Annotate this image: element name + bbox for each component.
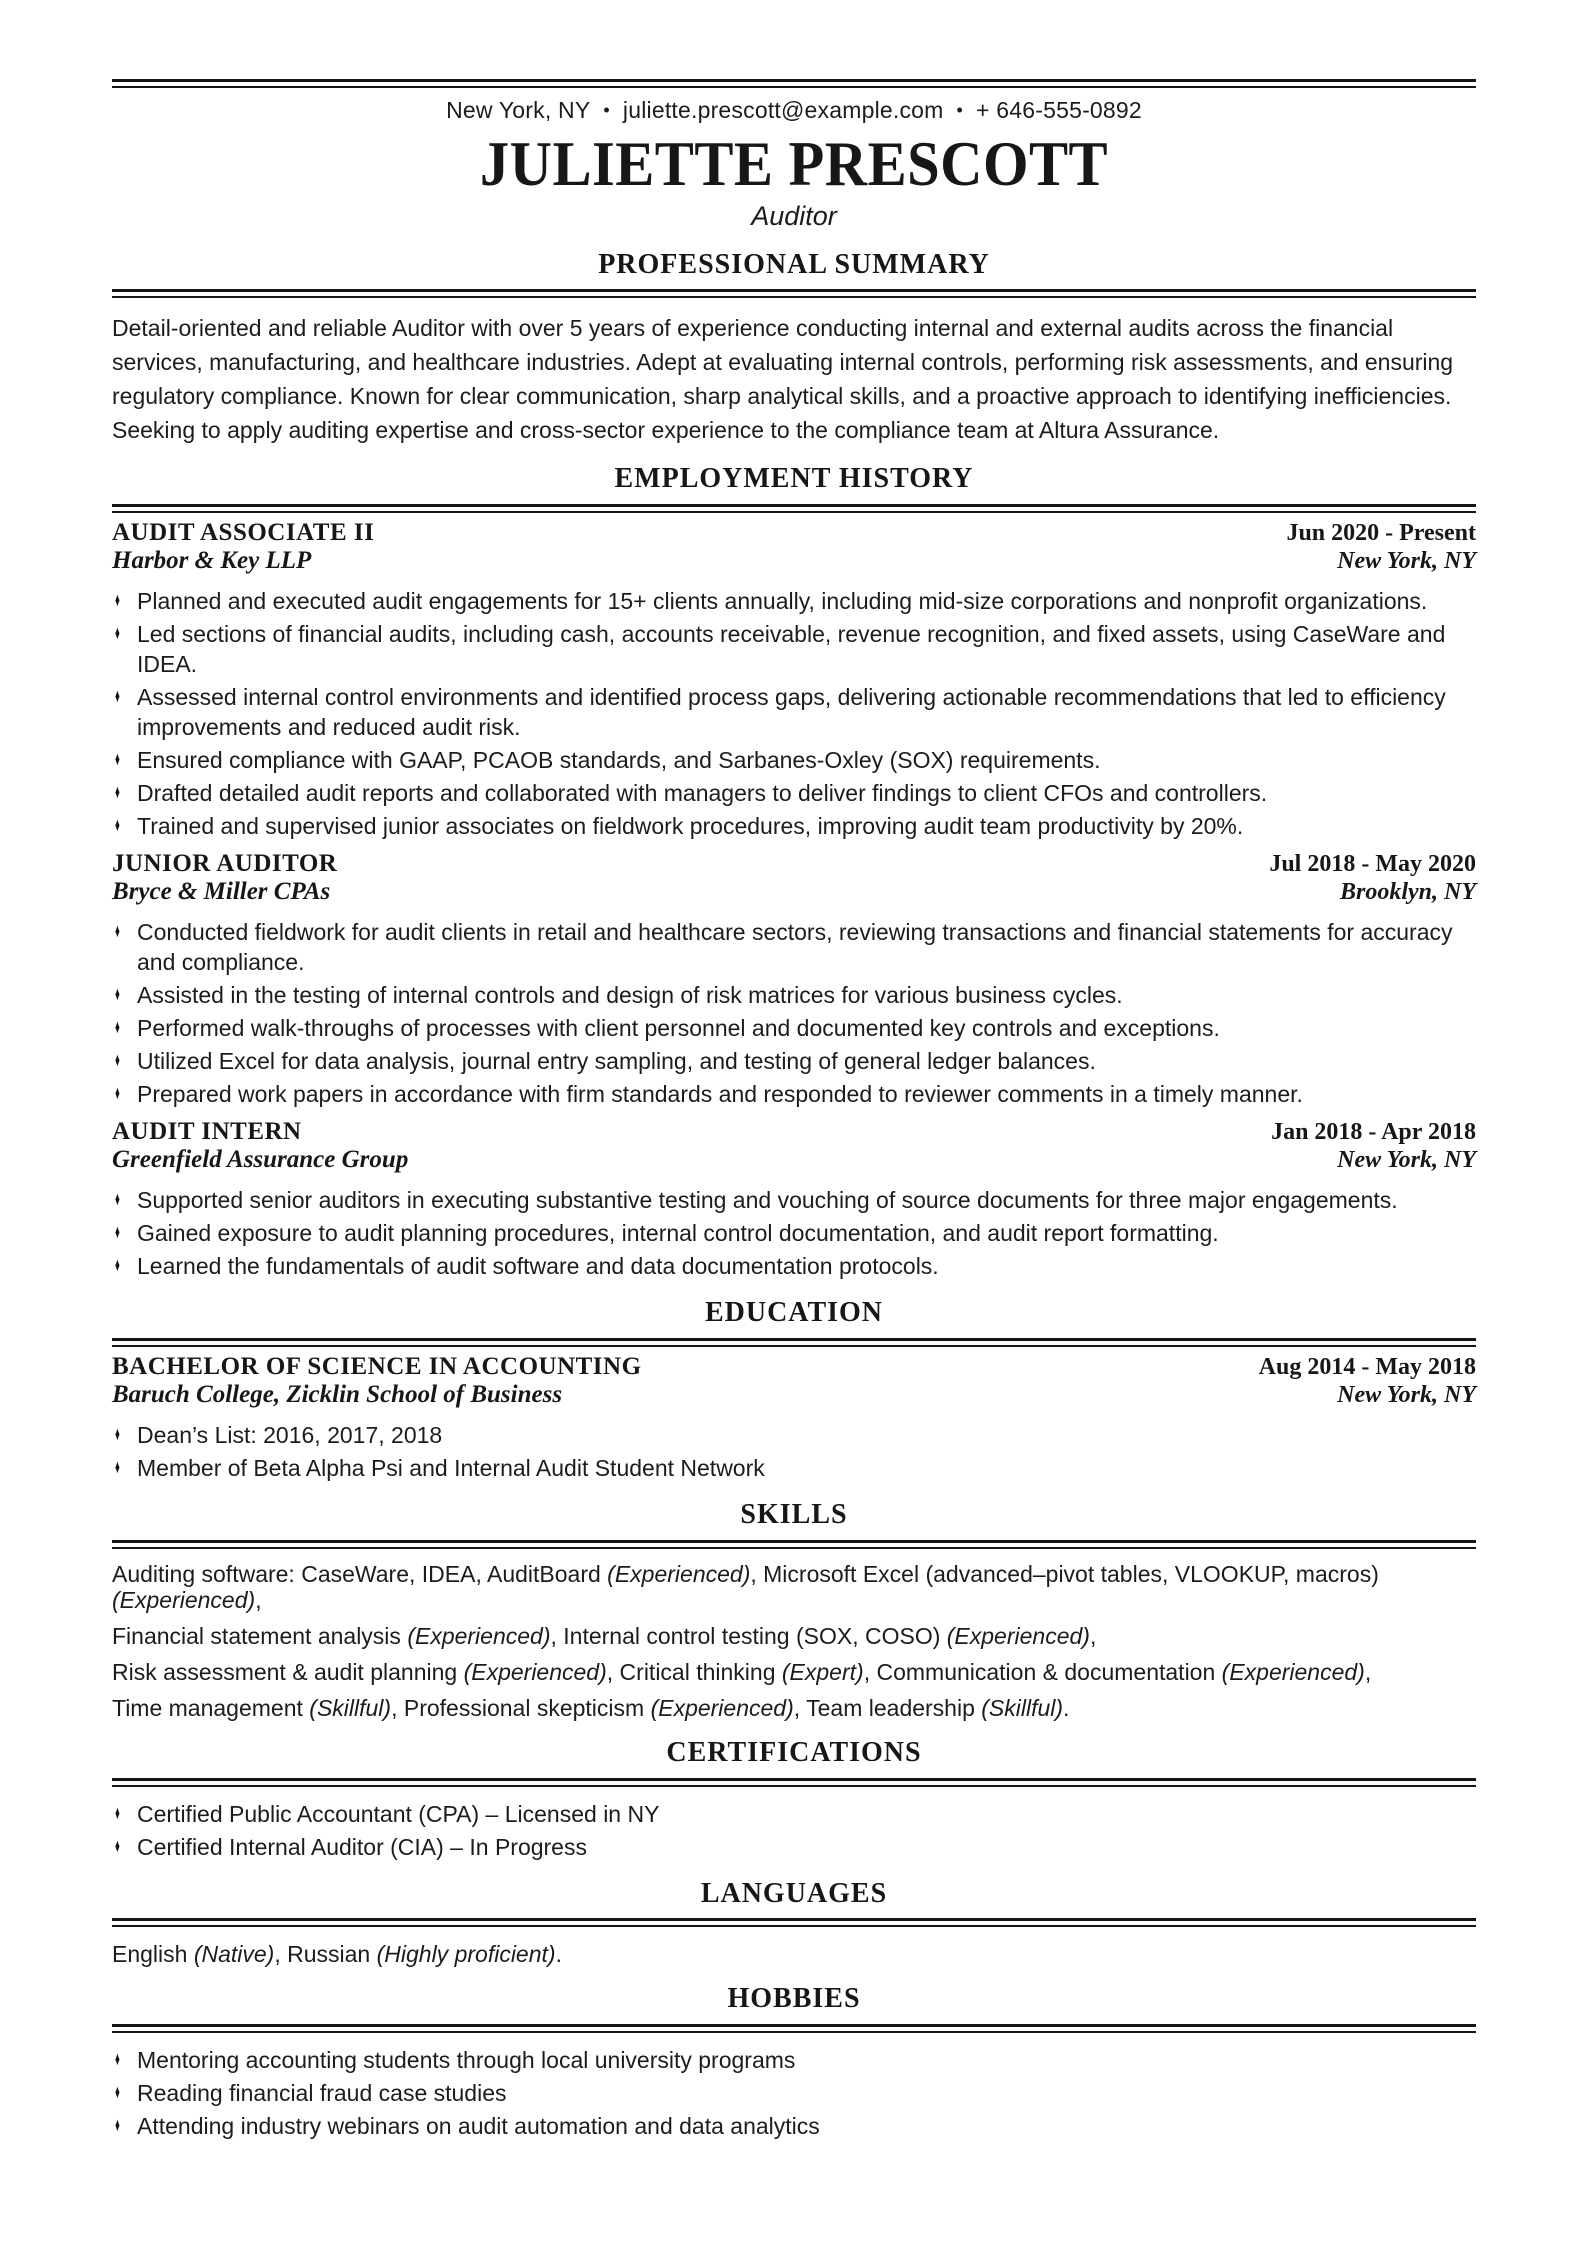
professional-title: Auditor [751, 201, 837, 232]
skill-text-segment: . [1063, 1694, 1070, 1721]
education-entry-header [112, 1354, 1476, 1408]
job-bullet-item [112, 917, 1476, 977]
skills-line [112, 1623, 1476, 1649]
skill-text-segment: , Internal control testing (SOX, COSO) [550, 1622, 947, 1649]
hobby-bullet-item [112, 2045, 1476, 2075]
job-bullet-text: Supported senior auditors in executing substantive testing and vouching of source documents for three major engagements. [137, 1187, 1398, 1214]
certification-bullet-text: Certified Internal Auditor (CIA) – In Progress [137, 1833, 587, 1860]
education-entries [112, 1354, 1476, 1483]
candidate-name: JULIETTE PRESCOTT [479, 129, 1109, 199]
diamond-bullet-icon: ♦ [115, 1423, 120, 1445]
education-entry [112, 1354, 1476, 1483]
section-heading-education: EDUCATION [704, 1297, 884, 1329]
job-bullet-text: Assessed internal control environments and identified process gaps, delivering actionable recommendations that led to efficiency improvements and reduced audit risk. [137, 684, 1446, 741]
job-bullet-item [112, 1218, 1476, 1248]
job-bullet-item [112, 682, 1476, 742]
contact-location: New York, NY [446, 97, 591, 123]
job-bullet-text: Performed walk-throughs of processes with client personnel and documented key controls and exceptions. [137, 1015, 1220, 1042]
job-bullet-item [112, 811, 1476, 841]
job-entry-right [1286, 520, 1476, 574]
skill-text-segment: Risk assessment & audit planning [112, 1658, 464, 1685]
education-bullet-item [112, 1453, 1476, 1483]
job-bullet-item [112, 1013, 1476, 1043]
skills-list [112, 1561, 1476, 1721]
skill-text-segment: , Critical thinking [606, 1658, 782, 1685]
skill-text-segment: , Microsoft Excel (advanced–pivot tables, VLOOKUP, macros) [750, 1560, 1379, 1587]
diamond-bullet-icon: ♦ [115, 815, 120, 837]
job-bullet-text: Prepared work papers in accordance with firm standards and responded to reviewer comments in a timely manner. [137, 1081, 1303, 1108]
diamond-bullet-icon: ♦ [115, 2082, 120, 2104]
job-bullet-item [112, 586, 1476, 616]
skill-level-italic: (Skillful) [981, 1694, 1064, 1721]
diamond-bullet-icon: ♦ [115, 1835, 120, 1857]
skill-text-segment: , Professional skepticism [391, 1694, 651, 1721]
certification-bullet-text: Certified Public Accountant (CPA) – Licensed in NY [137, 1800, 660, 1827]
job-bullet-item [112, 619, 1476, 679]
job-organization: Greenfield Assurance Group [112, 1146, 409, 1174]
diamond-bullet-icon: ♦ [115, 1189, 120, 1211]
skill-level-italic: (Experienced) [1221, 1658, 1365, 1685]
education-bullet-text: Member of Beta Alpha Psi and Internal Audit Student Network [137, 1454, 765, 1481]
job-dates: Jul 2018 - May 2020 [1269, 851, 1476, 878]
job-title: AUDIT INTERN [112, 1118, 302, 1146]
job-entry-header [112, 851, 1476, 905]
diamond-bullet-icon: ♦ [115, 590, 120, 612]
language-level-italic: (Native) [193, 1941, 275, 1968]
skill-text-segment: , Team leadership [793, 1694, 982, 1721]
education-bullet-item [112, 1420, 1476, 1450]
job-title: JUNIOR AUDITOR [112, 850, 338, 878]
education-title: BACHELOR OF SCIENCE IN ACCOUNTING [112, 1352, 642, 1380]
bullet-separator-icon: • [956, 100, 964, 120]
hobbies-list [112, 2045, 1476, 2141]
diamond-bullet-icon: ♦ [115, 1802, 120, 1824]
job-bullet-item [112, 1185, 1476, 1215]
skills-line [112, 1659, 1476, 1685]
job-bullet-item [112, 1251, 1476, 1281]
job-dates: Jun 2020 - Present [1286, 520, 1476, 547]
job-bullet-item [112, 1046, 1476, 1076]
section-divider [112, 2024, 1476, 2033]
diamond-bullet-icon: ♦ [115, 984, 120, 1006]
job-bullet-text: Ensured compliance with GAAP, PCAOB standards, and Sarbanes-Oxley (SOX) requirements. [137, 747, 1101, 774]
job-organization: Bryce & Miller CPAs [112, 878, 331, 906]
language-level-italic: (Highly proficient) [376, 1941, 556, 1968]
diamond-bullet-icon: ♦ [115, 2049, 120, 2071]
skill-text-segment: , Communication & documentation [863, 1658, 1222, 1685]
section-heading-skills: SKILLS [740, 1498, 848, 1530]
job-location: Brooklyn, NY [1339, 879, 1476, 906]
job-location: New York, NY [1337, 1147, 1476, 1174]
job-entry-left [112, 1119, 408, 1173]
job-bullet-item [112, 1079, 1476, 1109]
section-heading-languages: LANGUAGES [700, 1877, 888, 1909]
skill-level-italic: (Expert) [781, 1658, 864, 1685]
section-divider [112, 1540, 1476, 1549]
hobby-bullet-item [112, 2078, 1476, 2108]
diamond-bullet-icon: ♦ [115, 1222, 120, 1244]
job-bullet-item [112, 745, 1476, 775]
job-dates: Jan 2018 - Apr 2018 [1271, 1119, 1476, 1146]
section-heading-employment: EMPLOYMENT HISTORY [614, 463, 974, 495]
bullet-separator-icon: • [603, 100, 610, 120]
job-bullet-text: Planned and executed audit engagements for 15+ clients annually, including mid-size corporations and nonprofit organizations. [137, 588, 1428, 615]
education-location: New York, NY [1337, 1381, 1476, 1408]
section-heading-certifications: CERTIFICATIONS [666, 1736, 922, 1768]
hobby-bullet-text: Mentoring accounting students through local university programs [137, 2047, 796, 2074]
skill-level-italic: (Experienced) [112, 1586, 256, 1613]
section-divider [112, 1918, 1476, 1927]
job-entry [112, 851, 1476, 1109]
job-title: AUDIT ASSOCIATE II [112, 519, 375, 547]
job-bullet-text: Drafted detailed audit reports and collaborated with managers to deliver findings to client CFOs and controllers. [137, 780, 1268, 807]
job-entry [112, 520, 1476, 841]
job-entry-right [1271, 1119, 1476, 1173]
contact-email: juliette.prescott@example.com [622, 97, 944, 123]
education-organization: Baruch College, Zicklin School of Business [112, 1380, 563, 1408]
certification-bullet-item [112, 1832, 1476, 1862]
diamond-bullet-icon: ♦ [115, 1255, 120, 1277]
skill-level-italic: (Experienced) [463, 1658, 607, 1685]
diamond-bullet-icon: ♦ [115, 1050, 120, 1072]
job-bullet-text: Utilized Excel for data analysis, journal entry sampling, and testing of general ledger balances. [137, 1048, 1096, 1075]
job-bullet-text: Gained exposure to audit planning procedures, internal control documentation, and audit report formatting. [137, 1220, 1219, 1247]
education-dates: Aug 2014 - May 2018 [1258, 1353, 1476, 1380]
diamond-bullet-icon: ♦ [115, 782, 120, 804]
skill-level-italic: (Skillful) [309, 1694, 392, 1721]
skill-level-italic: (Experienced) [650, 1694, 794, 1721]
language-text-segment: . [555, 1941, 562, 1968]
skills-line [112, 1561, 1476, 1613]
job-entry-right [1269, 851, 1476, 905]
education-bullet-text: Dean’s List: 2016, 2017, 2018 [137, 1421, 443, 1448]
skill-text-segment: Time management [112, 1694, 310, 1721]
summary-paragraph: Detail-oriented and reliable Auditor with over 5 years of experience conducting internal and external audits across the financial services, manufacturing, and healthcare industries. Adept at evaluating internal controls, performing risk assessments, and ensuring regulatory compliance. Known for clear communication, sharp analytical skills, and a proactive approach to identifying inefficiencies. Seeking to apply auditing expertise and cross-sector experience to the compliance team at Altura Assurance. [112, 315, 1454, 444]
job-bullet-item [112, 980, 1476, 1010]
job-bullets [112, 586, 1476, 841]
employment-entries [112, 520, 1476, 1281]
education-entry-right [1259, 1354, 1476, 1408]
job-bullet-item [112, 778, 1476, 808]
job-entry [112, 1119, 1476, 1281]
job-entry-left [112, 520, 374, 574]
skill-level-italic: (Experienced) [607, 1560, 751, 1587]
section-divider [112, 504, 1476, 513]
job-bullets [112, 917, 1476, 1109]
job-bullet-text: Conducted fieldwork for audit clients in retail and healthcare sectors, reviewing transactions and financial statements for accuracy and compliance. [137, 919, 1453, 976]
job-entry-left [112, 851, 337, 905]
education-entry-left [112, 1354, 642, 1408]
job-location: New York, NY [1337, 548, 1476, 575]
diamond-bullet-icon: ♦ [115, 749, 120, 771]
diamond-bullet-icon: ♦ [115, 686, 120, 708]
job-bullet-text: Trained and supervised junior associates on fieldwork procedures, improving audit team productivity by 20%. [137, 813, 1244, 840]
section-divider [112, 289, 1476, 298]
hobby-bullet-text: Reading financial fraud case studies [137, 2080, 507, 2107]
skill-text-segment: Auditing software: CaseWare, IDEA, AuditBoard [112, 1560, 608, 1587]
job-bullet-text: Learned the fundamentals of audit software and data documentation protocols. [137, 1253, 939, 1280]
section-heading-hobbies: HOBBIES [727, 1983, 861, 2015]
skill-text-segment: , [1089, 1622, 1097, 1649]
diamond-bullet-icon: ♦ [115, 623, 120, 645]
job-bullet-text: Assisted in the testing of internal controls and design of risk matrices for various business cycles. [137, 982, 1123, 1009]
language-text-segment: English [112, 1941, 194, 1968]
skill-text-segment: , [255, 1586, 262, 1613]
hobby-bullet-item [112, 2111, 1476, 2141]
skills-line [112, 1695, 1476, 1721]
job-bullet-text: Led sections of financial audits, including cash, accounts receivable, revenue recognition, and fixed assets, using CaseWare and IDEA. [137, 621, 1446, 678]
hobby-bullet-text: Attending industry webinars on audit automation and data analytics [137, 2113, 820, 2140]
language-text-segment: , Russian [274, 1941, 377, 1968]
contact-phone: + 646-555-0892 [976, 97, 1142, 123]
skill-text-segment: , [1364, 1658, 1372, 1685]
section-divider [112, 1778, 1476, 1787]
certifications-list [112, 1799, 1476, 1862]
languages-line [112, 1941, 1476, 1967]
job-entry-header [112, 1119, 1476, 1173]
section-divider [112, 1338, 1476, 1347]
diamond-bullet-icon: ♦ [115, 1017, 120, 1039]
diamond-bullet-icon: ♦ [115, 1456, 120, 1478]
education-bullets [112, 1420, 1476, 1483]
diamond-bullet-icon: ♦ [115, 1083, 120, 1105]
skill-level-italic: (Experienced) [407, 1622, 551, 1649]
job-organization: Harbor & Key LLP [112, 547, 312, 575]
diamond-bullet-icon: ♦ [115, 921, 120, 943]
top-divider [112, 79, 1476, 88]
section-heading-summary: PROFESSIONAL SUMMARY [598, 248, 990, 280]
skill-text-segment: Financial statement analysis [112, 1622, 408, 1649]
diamond-bullet-icon: ♦ [115, 2115, 120, 2137]
skill-level-italic: (Experienced) [946, 1622, 1090, 1649]
contact-line [112, 97, 1476, 124]
job-entry-header [112, 520, 1476, 574]
job-bullets [112, 1185, 1476, 1281]
certification-bullet-item [112, 1799, 1476, 1829]
